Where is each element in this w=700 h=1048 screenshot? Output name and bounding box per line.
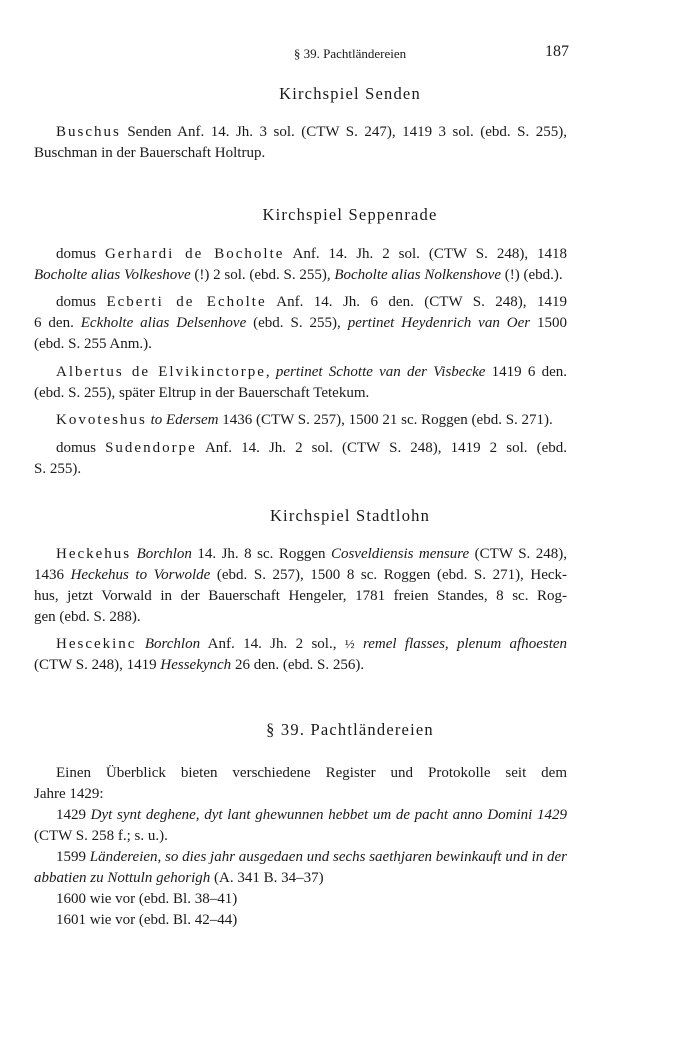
text-run: Anf. 14. Jh. 2 sol. (CTW S. 248), 1419 2 sol. (ebd. <box>196 440 567 456</box>
spaced-name-run: Heckehus <box>56 546 132 562</box>
text-line <box>34 607 567 628</box>
text-run: 1436 (CTW S. 257), 1500 21 sc. Roggen (ebd. S. 271). <box>218 412 553 428</box>
text-line <box>34 784 567 805</box>
italic-run: Heckehus to Vorwolde <box>70 567 211 583</box>
italic-run: to Edersem <box>150 412 219 428</box>
entry-paragraph <box>34 633 567 676</box>
entry-paragraph <box>34 122 567 164</box>
text-run: 1599 <box>56 849 90 865</box>
text-run: 1601 wie vor (ebd. Bl. 42–44) <box>56 912 238 928</box>
text-line <box>34 763 567 784</box>
text-run: Jahre 1429: <box>34 786 104 802</box>
text-run: Anf. 14. Jh. 6 den. (CTW S. 248), 1419 <box>266 294 567 310</box>
text-run: 1436 <box>34 567 71 583</box>
spaced-name-run: Gerhardi de Bocholte <box>104 246 285 262</box>
text-run: 1429 <box>56 807 91 823</box>
italic-run: Borchlon <box>144 636 201 652</box>
text-run: domus <box>56 294 107 310</box>
section-heading: Kirchspiel Seppenrade <box>262 205 438 224</box>
text-run: , <box>265 364 276 380</box>
text-line <box>34 244 567 265</box>
italic-run: Borchlon <box>136 546 192 562</box>
italic-run: Bocholte alias Volkeshove <box>34 267 191 283</box>
section-heading: § 39. Pachtländereien <box>266 720 434 739</box>
text-line <box>34 868 567 889</box>
text-line <box>34 586 567 607</box>
italic-run: Hessekynch <box>160 657 232 673</box>
text-run: Anf. 14. Jh. 2 sol., <box>200 636 345 652</box>
text-line <box>34 362 567 383</box>
spaced-name-run: Ecberti de Echolte <box>106 294 267 310</box>
text-line <box>34 565 567 586</box>
text-run: (ebd. S. 255), später Eltrup in der Bauerschaft Tetekum. <box>34 385 370 401</box>
spaced-name-run: Buschus <box>56 124 121 140</box>
entry-paragraph <box>34 244 567 286</box>
entry-paragraph <box>34 292 567 355</box>
text-line <box>34 655 567 676</box>
entry-paragraph <box>34 847 567 889</box>
text-run: 1419 6 den. <box>485 364 567 380</box>
text-run: Senden Anf. 14. Jh. 3 sol. (CTW S. 247), 1419 3 sol. (ebd. S. 255), <box>120 124 567 140</box>
text-line <box>34 265 567 286</box>
spaced-name-run: Hescekinc <box>56 636 137 652</box>
running-header <box>0 43 700 65</box>
spaced-name-run: Sudendorpe <box>105 440 197 456</box>
text-run: 1600 wie vor (ebd. Bl. 38–41) <box>56 891 238 907</box>
running-title: § 39. Pachtländereien <box>293 46 407 61</box>
entry-paragraph <box>34 889 567 910</box>
text-line <box>34 910 567 931</box>
italic-run: pertinet Heydenrich van Oer <box>347 315 531 331</box>
text-run: domus <box>56 440 106 456</box>
text-run: 14. Jh. 8 sc. Roggen <box>191 546 331 562</box>
text-run: domus <box>56 246 105 262</box>
italic-run: Dyt synt deghene, dyt lant ghewunnen hebbet um de pacht anno Domini 1429 <box>90 807 567 823</box>
text-line <box>34 410 567 431</box>
text-run: hus, jetzt Vorwald in der Bauerschaft Hengeler, 1781 freien Standes, 8 sc. Rog- <box>34 588 567 604</box>
text-run <box>136 636 144 652</box>
italic-run: pertinet Schotte van der Visbecke <box>275 364 486 380</box>
page-number: 187 <box>545 43 569 60</box>
text-line <box>34 805 567 826</box>
section-heading: Kirchspiel Senden <box>279 84 421 103</box>
entry-paragraph <box>34 910 567 931</box>
text-run: 6 den. <box>34 315 81 331</box>
text-line <box>34 633 567 655</box>
text-line <box>34 143 567 164</box>
text-line <box>34 334 567 355</box>
italic-run: Ländereien, so dies jahr ausgedaen und sechs saethjaren bewinkauft und in der <box>89 849 568 865</box>
text-run: (!) 2 sol. (ebd. S. 255), <box>190 267 335 283</box>
text-run: (CTW S. 248), 1419 <box>34 657 161 673</box>
text-line <box>34 292 567 313</box>
entry-paragraph <box>34 362 567 404</box>
text-line <box>34 313 567 334</box>
entry-paragraph <box>34 410 567 431</box>
text-run: (ebd. S. 255), <box>246 315 348 331</box>
text-line <box>34 847 567 868</box>
text-line <box>34 459 567 480</box>
italic-run: abbatien zu Nottuln gehorigh <box>34 870 211 886</box>
text-line <box>34 889 567 910</box>
text-run: 26 den. (ebd. S. 256). <box>231 657 365 673</box>
spaced-name-run: Albertus de Elvikinctorpe <box>56 364 266 380</box>
text-run: (ebd. S. 255 Anm.). <box>34 336 152 352</box>
entry-paragraph <box>34 805 567 847</box>
text-run: S. 255). <box>34 461 82 477</box>
text-run: Anf. 14. Jh. 2 sol. (CTW S. 248), 1418 <box>284 246 567 262</box>
text-line <box>34 544 567 565</box>
italic-run: Eckholte alias Delsenhove <box>80 315 247 331</box>
text-run <box>355 636 363 652</box>
spaced-name-run: Kovoteshus <box>56 412 147 428</box>
italic-run: remel flasses, plenum afhoesten <box>362 636 568 652</box>
text-run: Einen Überblick bieten verschiedene Register und Protokolle seit dem <box>56 765 567 781</box>
entry-paragraph <box>34 544 567 628</box>
text-line <box>34 438 567 459</box>
italic-run: Bocholte alias Nolkenshove <box>334 267 501 283</box>
text-run: Buschman in der Bauerschaft Holtrup. <box>34 145 266 161</box>
section-heading: Kirchspiel Stadtlohn <box>269 506 431 525</box>
entry-paragraph <box>34 763 567 805</box>
text-run: ½ <box>344 636 355 651</box>
text-line <box>34 383 567 404</box>
text-run: (CTW S. 248), <box>469 546 567 562</box>
text-run: (A. 341 B. 34–37) <box>210 870 324 886</box>
text-run: 1500 <box>530 315 568 331</box>
entry-paragraph <box>34 438 567 480</box>
text-run: (!) (ebd.). <box>501 267 563 283</box>
text-line <box>34 826 567 847</box>
text-line <box>34 122 567 143</box>
italic-run: Cosveldiensis mensure <box>330 546 470 562</box>
text-run: (ebd. S. 257), 1500 8 sc. Roggen (ebd. S. 271), Heck- <box>210 567 568 583</box>
text-run: gen (ebd. S. 288). <box>34 609 141 625</box>
text-run: (CTW S. 258 f.; s. u.). <box>34 828 168 844</box>
